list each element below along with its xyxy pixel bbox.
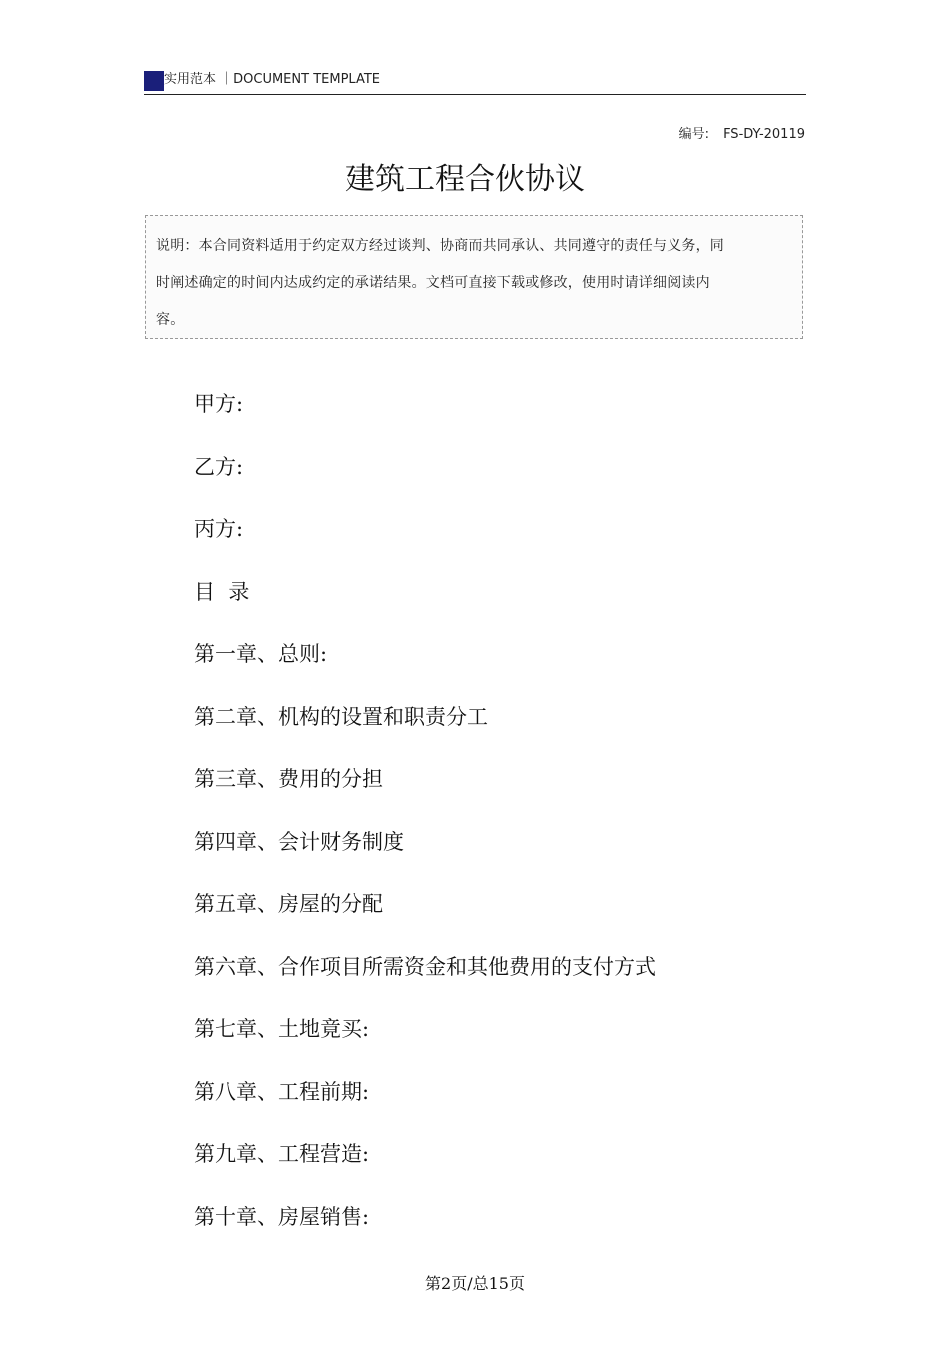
toc-item: 第十章、房屋销售: xyxy=(194,1204,370,1229)
toc-item: 第六章、合作项目所需资金和其他费用的支付方式 xyxy=(194,954,656,979)
contents-list xyxy=(194,384,656,1259)
toc-heading: 目 录 xyxy=(194,579,250,604)
page-header xyxy=(144,68,806,95)
description-text: 说明：本合同资料适用于约定双方经过谈判、协商而共同承认、共同遵守的责任与义务，同时阐述确定的时间内达成约定的承诺结果。文档可直接下载或修改，使用时请详细阅读内容。 xyxy=(156,238,724,328)
party-c-label: 丙方: xyxy=(194,517,244,541)
header-label: 实用范本 ｜DOCUMENT TEMPLATE xyxy=(164,72,380,87)
description-box xyxy=(145,215,803,339)
toc-item: 第八章、工程前期: xyxy=(194,1079,370,1104)
toc-item: 第一章、总则: xyxy=(194,642,328,666)
header-logo-square xyxy=(144,71,164,91)
document-number-value: FS-DY-20119 xyxy=(723,127,805,142)
toc-item: 第二章、机构的设置和职责分工 xyxy=(194,704,488,729)
toc-item: 第九章、工程营造: xyxy=(194,1142,370,1166)
toc-item: 第三章、费用的分担 xyxy=(194,767,383,791)
toc-item: 第七章、土地竟买: xyxy=(194,1017,370,1041)
document-number-label: 编号: xyxy=(678,127,710,142)
party-b-label: 乙方: xyxy=(194,454,244,479)
toc-item: 第四章、会计财务制度 xyxy=(194,829,404,854)
party-a-label: 甲方: xyxy=(194,392,244,416)
page-footer: 第2页/总15页 xyxy=(425,1274,525,1293)
toc-item: 第五章、房屋的分配 xyxy=(194,892,383,916)
document-number xyxy=(679,126,805,144)
document-title: 建筑工程合伙协议 xyxy=(345,162,585,197)
